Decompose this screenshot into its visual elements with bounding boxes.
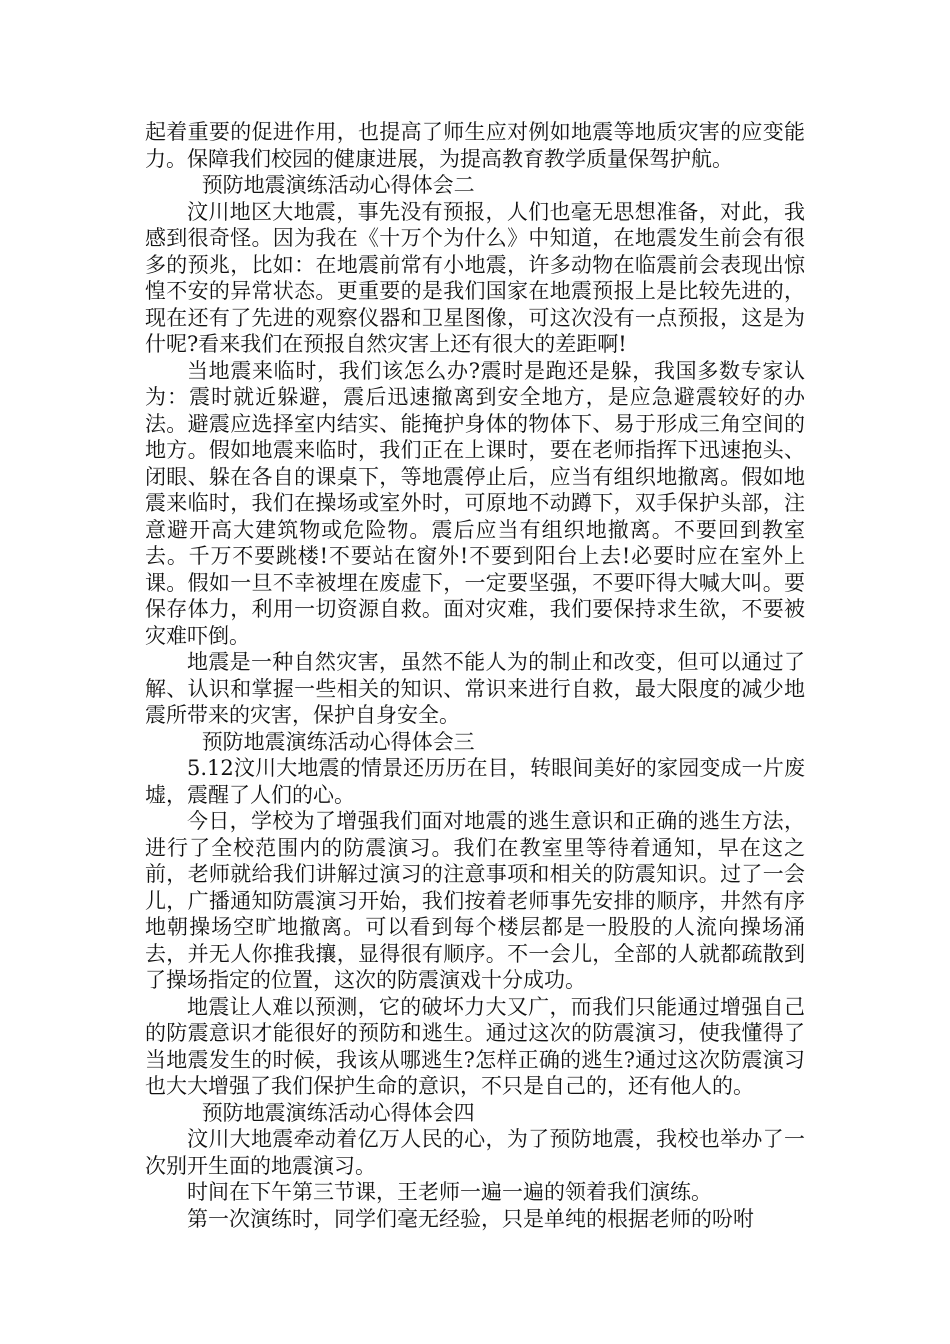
paragraph: 第一次演练时，同学们毫无经验，只是单纯的根据老师的吩咐	[187, 1206, 754, 1231]
paragraph: 时间在下午第三节课，王老师一遍一遍的领着我们演练。	[187, 1180, 712, 1204]
section-heading-4: 预防地震演练活动心得体会四	[201, 1100, 475, 1125]
paragraph: 地震让人难以预测，它的破坏力大又广，而我们只能通过增强自己的防震意识才能很好的预防和逃生。通过这次的防震演习，使我懂得了当地震发生的时候，我该从哪逃生?怎样正确的逃生?通过这次防震演习也大大增强了我们保护生命的意识，不只是自己的，还有他人的。	[145, 994, 805, 1098]
paragraph: 5.12汶川大地震的情景还历历在目，转眼间美好的家园变成一片废墟，震醒了人们的心。	[145, 756, 805, 807]
paragraph: 汶川大地震牵动着亿万人民的心，为了预防地震，我校也举办了一次别开生面的地震演习。	[145, 1127, 805, 1178]
section-heading-2: 预防地震演练活动心得体会二	[201, 173, 475, 197]
paragraph: 地震是一种自然灾害，虽然不能人为的制止和改变，但可以通过了解、认识和掌握一些相关的知识、常识来进行自救，最大限度的减少地震所带来的灾害，保护自身安全。	[145, 650, 805, 727]
paragraph: 当地震来临时，我们该怎么办?震时是跑还是躲，我国多数专家认为：震时就近躲避，震后迅速撤离到安全地方，是应急避震较好的办法。避震应选择室内结实、能掩护身体的物体下、易于形成三角空间的地方。假如地震来临时，我们正在上课时，要在老师指挥下迅速抱头、闭眼、躲在各自的课桌下，等地震停止后，应当有组织地撤离。假如地震来临时，我们在操场或室外时，可原地不动蹲下，双手保护头部，注意避开高大建筑物或危险物。震后应当有组织地撤离。不要回到教室去。千万不要跳楼!不要站在窗外!不要到阳台上去!必要时应在室外上课。假如一旦不幸被埋在废虚下，一定要坚强，不要吓得大喊大叫。要保存体力，利用一切资源自救。面对灾难，我们要保持求生欲，不要被灾难吓倒。	[145, 358, 805, 648]
section-heading-3: 预防地震演练活动心得体会三	[201, 729, 475, 754]
paragraph: 今日，学校为了增强我们面对地震的逃生意识和正确的逃生方法，进行了全校范围内的防震演习。我们在教室里等待着通知，早在这之前，老师就给我们讲解过演习的注意事项和相关的防震知识。过了一会儿，广播通知防震演习开始，我们按着老师事先安排的顺序，井然有序地朝操场空旷地撤离。可以看到每个楼层都是一股股的人流向操场涌去，并无人你推我攘，显得很有顺序。不一会儿，全部的人就都疏散到了操场指定的位置，这次的防震演戏十分成功。	[145, 809, 805, 992]
paragraph: 汶川地区大地震，事先没有预报，人们也毫无思想准备，对此，我感到很奇怪。因为我在《十万个为什么》中知道，在地震发生前会有很多的预兆，比如：在地震前常有小地震，许多动物在临震前会表现出惊惶不安的异常状态。更重要的是我们国家在地震预报上是比较先进的，现在还有了先进的观察仪器和卫星图像，可这次没有一点预报，这是为什呢?看来我们在预报自然灾害上还有很大的差距啊!	[145, 199, 805, 356]
paragraph-continuation: 起着重要的促进作用，也提高了师生应对例如地震等地质灾害的应变能力。保障我们校园的健康进展，为提高教育教学质量保驾护航。	[145, 120, 805, 171]
document-body	[145, 119, 805, 1232]
